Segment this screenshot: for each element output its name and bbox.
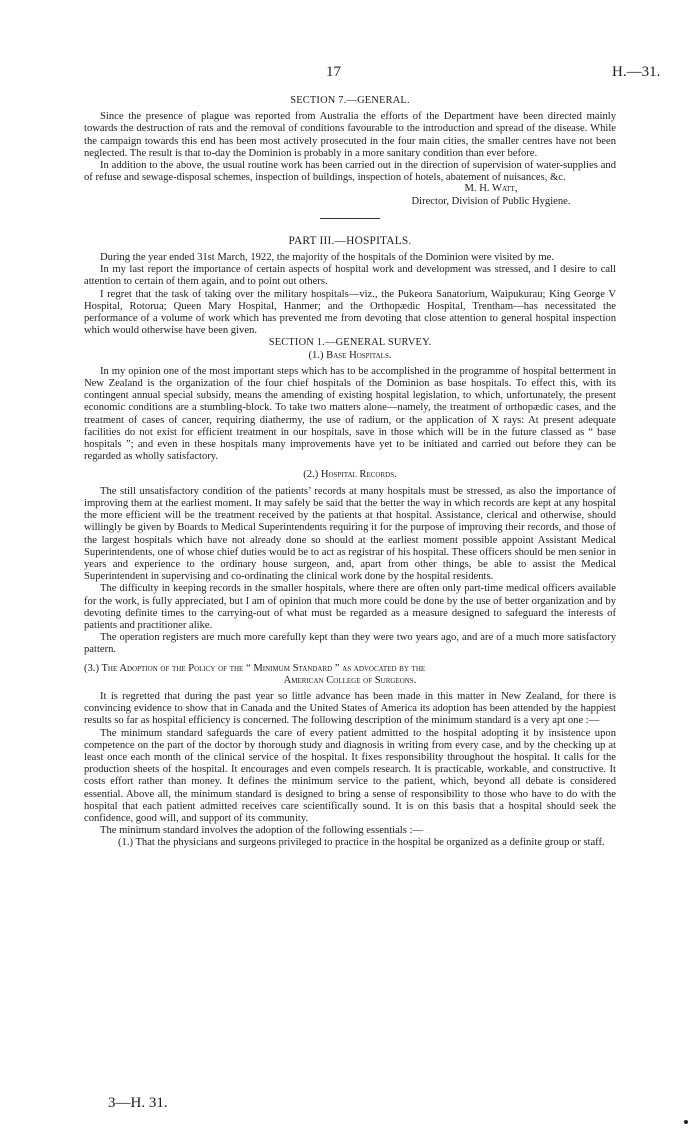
base-hospitals-paragraph: In my opinion one of the most important steps which has to be accomplished in the programme of hospital betterment in New Zealand is the organization of the four chief hospitals of the Dominion as base hospitals. To effect this, with its contingent annual special subsidy, means the amending of existing hospital legislation, to which, unfortunately, the present economic conditions are a stumbling-block. To take two matters alone—namely, the treatment of orthopædic cases, and the treatment of cases of cancer, requiring diathermy, the use of radium, or the application of X rays: At present adequate facilities do not exist for efficient treatment in our hospitals, save in those which will be in the future classed as “ base hospitals ”; and even in these hospitals many improvements have yet to be initiated and carried out before they can be regarded as wholly satisfactory. <box>84 365 616 463</box>
minimum-standard-heading-line-1: (3.) The Adoption of the Policy of the “ Minimum Standard ” as advocated by the <box>84 662 426 674</box>
section-7-heading: SECTION 7.—GENERAL. <box>290 95 410 106</box>
page-speck <box>684 1120 688 1124</box>
signature-mark: 3—H. 31. <box>108 1095 168 1111</box>
minimum-standard-paragraph-1: It is regretted that during the past year so little advance has been made in this matter in New Zealand, for there is convincing evidence to show that in Canada and the United States of America its adoption has been attended by the happiest results so far as hospital efficiency is concerned. The following description of the minimum standard is a very apt one :— <box>84 690 616 727</box>
part-3-paragraph-1: During the year ended 31st March, 1922, the majority of the hospitals of the Dominion were visited by me. <box>100 252 554 264</box>
page-content <box>84 95 616 850</box>
part-3-heading: PART III.—HOSPITALS. <box>288 234 412 247</box>
section-7-paragraph-1: Since the presence of plague was reported from Australia the efforts of the Department have been directed mainly towards the destruction of rats and the removal of conditions favourable to the introduction and spread of the disease. While the campaign towards this end has been most actively prosecuted in the four main cities, the smaller centres have not been neglected. The result is that to-day the Dominion is probably in a more sanitary condition than ever before. <box>84 111 616 159</box>
hospital-records-paragraph-3: The operation registers are much more carefully kept than they were two years ago, and are of a much more satisfactory pattern. <box>84 632 616 656</box>
base-hospitals-heading: (1.) Base Hospitals. <box>308 349 392 361</box>
part-3-paragraph-3: I regret that the task of taking over the military hospitals—viz., the Pukeora Sanatorium, Waipukurau; King George V Hospital, Rotorua; Queen Mary Hospital, Hanmer; and the Orthopædic Hospital, Trentham—has necessitated the performance of a volume of work which has prevented me from devoting that close attention to general hospital inspection which would otherwise have been given. <box>84 288 616 337</box>
document-code: H.—31. <box>612 64 661 80</box>
hospital-records-paragraph-1: The still unsatisfactory condition of the patients’ records at many hospitals must be stressed, as also the importance of improving them at the earliest moment. It may safely be said that the better the way in which records are kept at any hospital the more efficient will be the treatment received by the patients at that hospital. Assistance, clerical and otherwise, should willingly be given by Boards to Medical Superintendents requiring it for the purpose of improving their records, and those of the largest hospitals which have not already done so should at the earliest moment possible appoint Assistant Medical Superintendents, one of whose chief duties would be to act as registrar of his hospital. These officers should be men senior in years and experience to the ordinary house surgeon, and, apart from other things, be able to assist the Medical Superintendent in supervising and co-ordinating the clinical work done by the hospital residents. <box>84 485 616 583</box>
section-divider <box>320 218 380 219</box>
signature-title: Director, Division of Public Hygiene. <box>411 195 571 207</box>
minimum-standard-paragraph-3: The minimum standard involves the adoption of the following essentials :— <box>100 825 424 837</box>
hospital-records-heading: (2.) Hospital Records. <box>303 469 397 481</box>
essentials-list-item-1: (1.) That the physicians and surgeons privileged to practice in the hospital be organized as a definite group or staff. <box>118 837 605 849</box>
page-number: 17 <box>326 64 341 80</box>
signature-name: M. H. Watt, <box>464 183 518 195</box>
hospital-records-paragraph-2: The difficulty in keeping records in the smaller hospitals, where there are often only part-time medical officers available for the work, is fully appreciated, but I am of opinion that much more could be done by the use of better organization and by devoting definite times to the carrying-out of what must be regarded as a measure designed to safeguard the interests of patients and practitioner alike. <box>84 583 616 631</box>
section-7-paragraph-2: In addition to the above, the usual routine work has been carried out in the direction of supervision of water-supplies and of refuse and sewage-disposal schemes, inspection of buildings, inspection of hotels, abatement of nuisances, &c. <box>84 160 616 184</box>
minimum-standard-paragraph-2: The minimum standard safeguards the care of every patient admitted to the hospital adopting it by insistence upon competence on the part of the doctor by thorough study and diagnosis in writing from every case, and by the checking up at least once each month of the clinical service of the hospital. It fixes responsibility throughout the hospital. It calls for the production sheets of the hospital. It encourages and even compels research. It is practicable, workable, and constructive. It costs effort rather than money. It defines the minimum service to the patient, which, beyond all debate is considered essential. Above all, the minimum standard is designed to bring a sense of responsibility to those who have to do with the hospital that each patient admitted receives care scientifically sound. It is on this basis that a hospital should seek the confidence, good will, and support of its community. <box>84 727 616 824</box>
part-3-paragraph-2: In my last report the importance of certain aspects of hospital work and development was stressed, and I desire to call attention to certain of them again, and to point out others. <box>84 264 616 288</box>
signature-block <box>84 183 616 207</box>
minimum-standard-heading-line-2: American College of Surgeons. <box>283 674 417 686</box>
section-1-heading: SECTION 1.—GENERAL SURVEY. <box>268 337 432 349</box>
